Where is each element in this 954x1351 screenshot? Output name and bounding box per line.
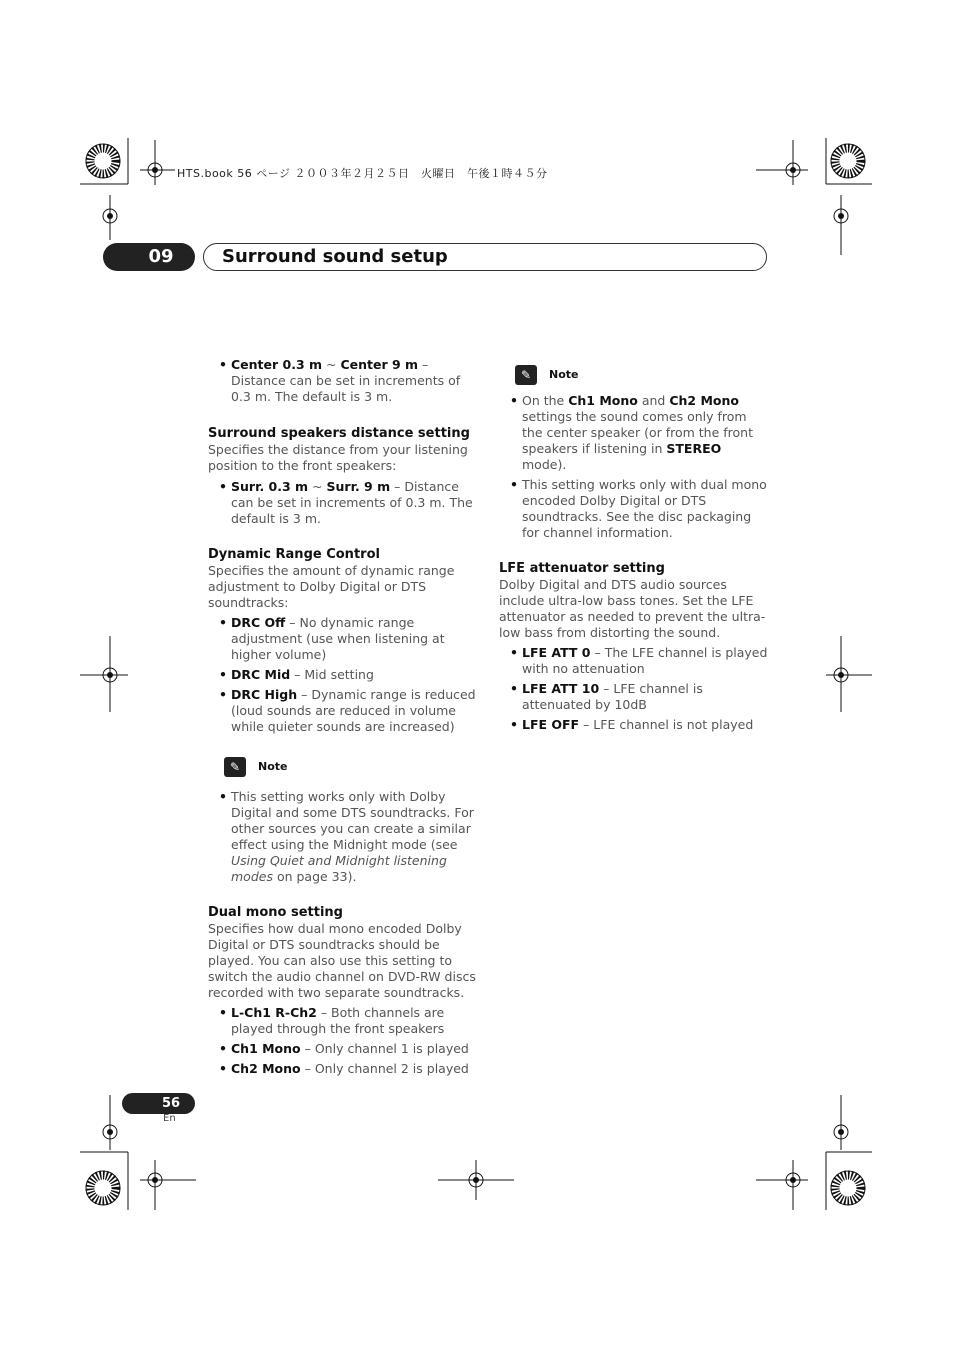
note-header: ✎ Note	[208, 755, 478, 779]
section-description: Specifies the amount of dynamic range adjustment to Dolby Digital or DTS soundtracks:	[208, 563, 455, 610]
list-item: • Surr. 0.3 m ~ Surr. 9 m – Distance can be set in increments of 0.3 m. The default is 3 m.	[219, 479, 473, 526]
note-item: • On the Ch1 Mono and Ch2 Mono settings the sound comes only from the center speaker (or from the front speakers if listening in STEREO mode).	[510, 393, 753, 472]
right-column	[499, 363, 769, 733]
section-heading: Dual mono setting	[208, 905, 343, 920]
pencil-note-icon: ✎	[515, 365, 537, 385]
note-item: • This setting works only with dual mono encoded Dolby Digital or DTS soundtracks. See the disc packaging for channel information.	[510, 477, 767, 540]
section-description: Dolby Digital and DTS audio sources include ultra-low bass tones. Set the LFE attenuator as needed to prevent the ultra-low bass from distorting the sound.	[499, 577, 766, 640]
section-description: Specifies the distance from your listening position to the front speakers:	[208, 442, 468, 473]
page-language: En	[163, 1113, 176, 1124]
left-column	[208, 357, 478, 1077]
list-item: • L-Ch1 R-Ch2 – Both channels are played through the front speakers	[219, 1005, 445, 1036]
list-item: • Ch2 Mono – Only channel 2 is played	[219, 1061, 469, 1076]
section-heading: Dynamic Range Control	[208, 547, 380, 562]
list-item: • DRC Mid – Mid setting	[219, 667, 374, 682]
list-item: • LFE ATT 10 – LFE channel is attenuated by 10dB	[510, 681, 703, 712]
section-heading: LFE attenuator setting	[499, 561, 665, 576]
chapter-title: Surround sound setup	[222, 246, 448, 267]
pencil-note-icon: ✎	[224, 757, 246, 777]
chapter-number-badge: 09	[103, 243, 195, 271]
note-item: • This setting works only with Dolby Digital and some DTS soundtracks. For other sources you can create a similar effect using the Midnight mode (see Using Quiet and Midnight listening modes on page 33).	[219, 789, 474, 884]
list-item: • LFE OFF – LFE channel is not played	[510, 717, 754, 732]
list-item: • DRC High – Dynamic range is reduced (loud sounds are reduced in volume while quieter sounds are increased)	[219, 687, 476, 734]
page-number-badge: 56	[122, 1093, 195, 1114]
section-description: Specifies how dual mono encoded Dolby Digital or DTS soundtracks should be played. You can also use this setting to switch the audio channel on DVD-RW discs recorded with two separate soundtracks.	[208, 921, 476, 1000]
list-item: • Ch1 Mono – Only channel 1 is played	[219, 1041, 469, 1056]
chapter-title-bar	[203, 243, 767, 271]
list-item: • LFE ATT 0 – The LFE channel is played with no attenuation	[510, 645, 768, 676]
note-header: ✎ Note	[499, 363, 769, 387]
print-header: HTS.book 56 ページ ２００３年２月２５日 火曜日 午後１時４５分	[177, 167, 548, 180]
section-heading: Surround speakers distance setting	[208, 426, 470, 441]
list-item: • DRC Off – No dynamic range adjustment (use when listening at higher volume)	[219, 615, 445, 662]
list-item: • Center 0.3 m ~ Center 9 m – Distance can be set in increments of 0.3 m. The default is 3 m.	[219, 357, 461, 404]
